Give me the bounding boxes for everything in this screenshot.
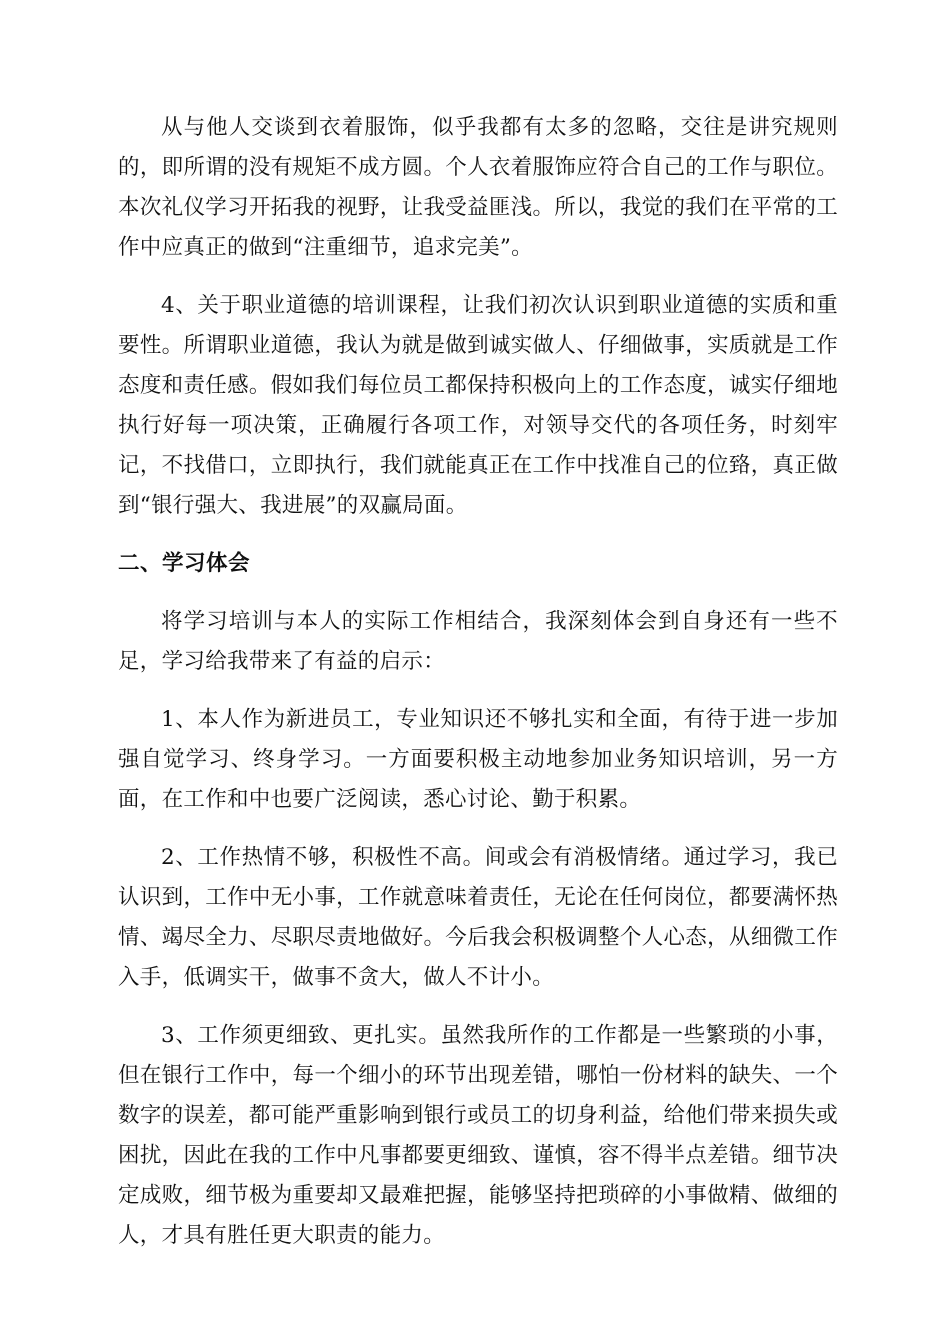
paragraph-point-2: 2、工作热情不够，积极性不高。间或会有消极情绪。通过学习，我已认识到，工作中无小事，工作就意味着责任，无论在任何岗位，都要满怀热情、竭尽全力、尽职尽责地做好。今后我会积极调整个人心态，从细微工作入手，低调实干，做事不贪大，做人不计小。	[118, 845, 838, 990]
paragraph-professional-ethics: 4、关于职业道德的培训课程，让我们初次认识到职业道德的实质和重要性。所谓职业道德，我认为就是做到诚实做人、仔细做事，实质就是工作态度和责任感。假如我们每位员工都保持积极向上的工作态度，诚实仔细地执行好每一项决策，正确履行各项工作，对领导交代的各项任务，时刻牢记，不找借口，立即执行，我们就能真正在工作中找准自己的位臵，真正做到“银行强大、我进展”的双赢局面。	[118, 293, 838, 518]
paragraph-point-3: 3、工作须更细致、更扎实。虽然我所作的工作都是一些繁琐的小事，但在银行工作中，每一个细小的环节出现差错，哪怕一份材料的缺失、一个数字的误差，都可能严重影响到银行或员工的切身利益，给他们带来损失或困扰，因此在我的工作中凡事都要更细致、谨慎，容不得半点差错。细节决定成败，细节极为重要却又最难把握，能够坚持把琐碎的小事做精、做细的人，才具有胜任更大职责的能力。	[118, 1023, 838, 1248]
paragraph-point-1: 1、本人作为新进员工，专业知识还不够扎实和全面，有待于进一步加强自觉学习、终身学习。一方面要积极主动地参加业务知识培训，另一方面，在工作和中也要广泛阅读，悉心讨论、勤于积累。	[118, 707, 838, 812]
paragraph-intro: 将学习培训与本人的实际工作相结合，我深刻体会到自身还有一些不足，学习给我带来了有益的启示：	[118, 609, 838, 674]
paragraph-etiquette: 从与他人交谈到衣着服饰，似乎我都有太多的忽略，交往是讲究规则的，即所谓的没有规矩不成方圆。个人衣着服饰应符合自己的工作与职位。本次礼仪学习开拓我的视野，让我受益匪浅。所以，我觉的我们在平常的工作中应真正的做到“注重细节，追求完美”。	[118, 115, 838, 260]
section-heading: 二、学习体会	[118, 551, 251, 576]
document-body	[118, 108, 838, 1274]
